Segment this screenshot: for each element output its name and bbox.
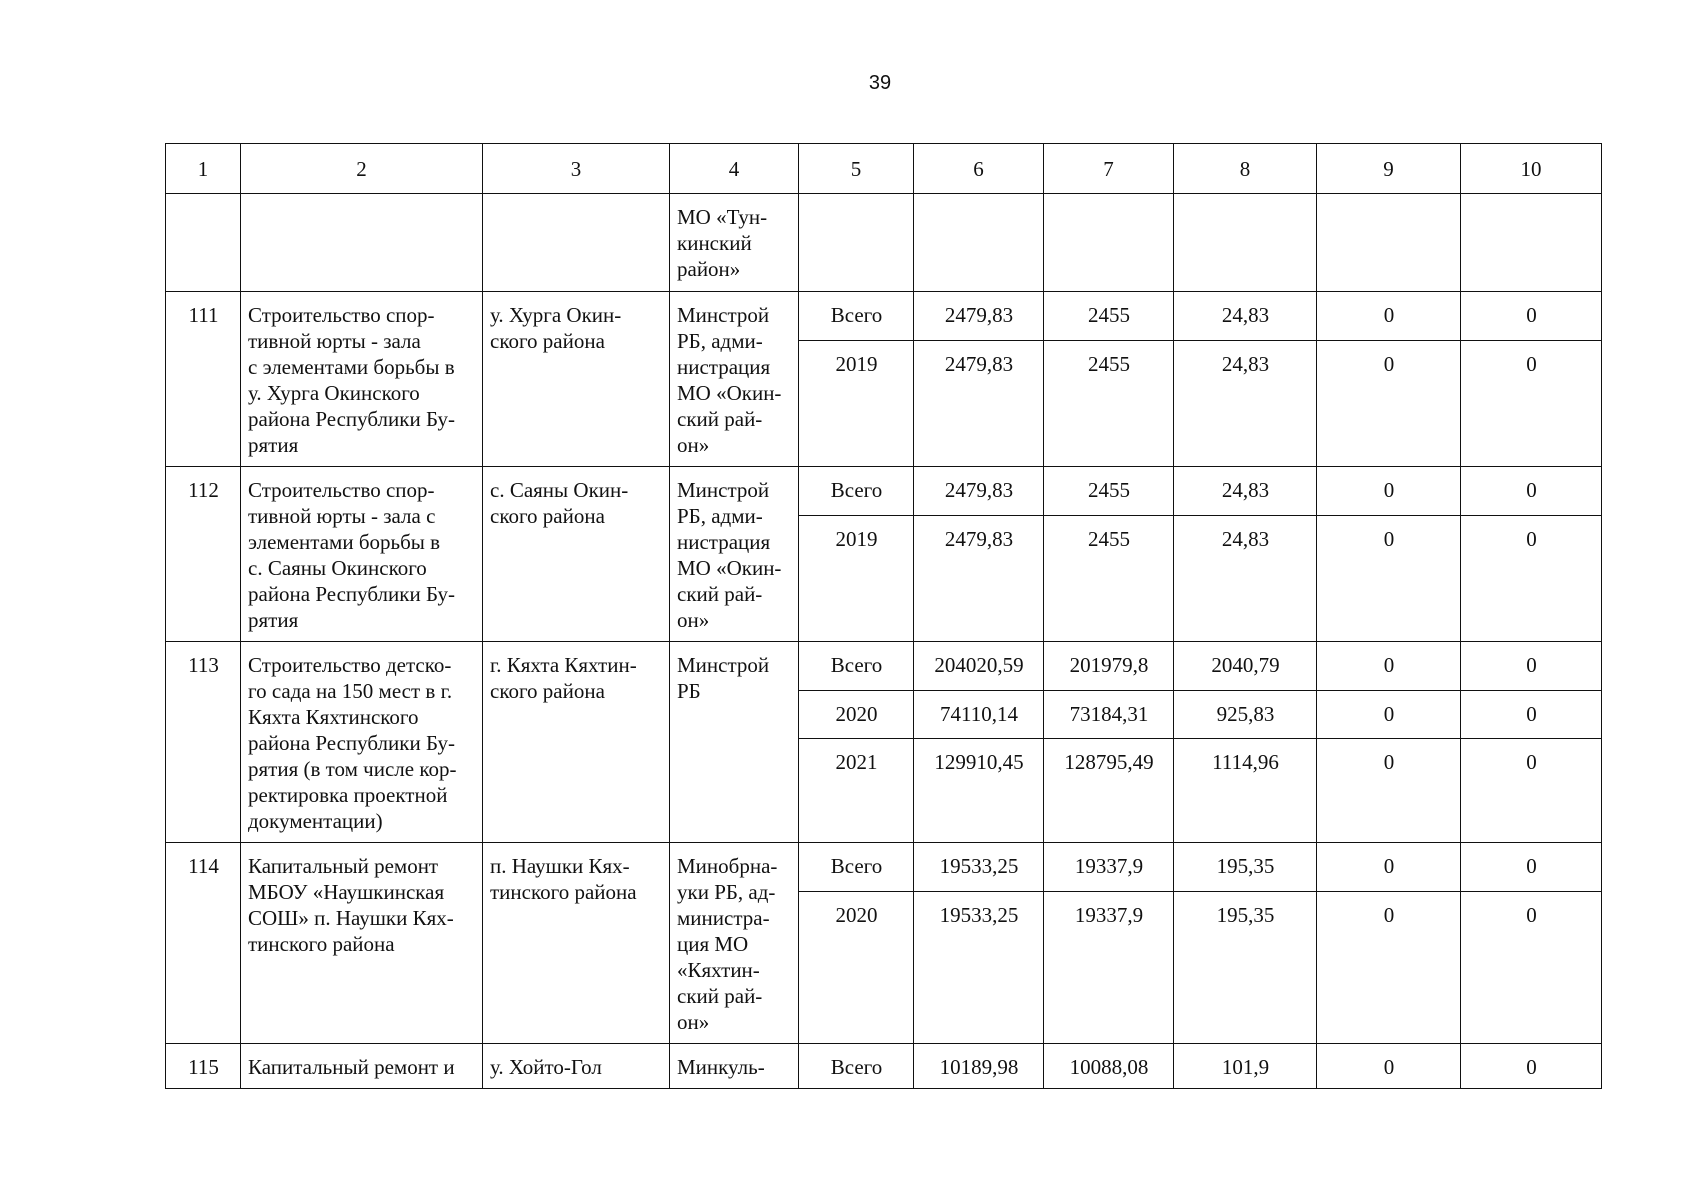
responsible-org: Минстрой РБ: [670, 642, 799, 843]
value-cell-9: 0: [1317, 843, 1461, 892]
value-cell-9: 0: [1317, 515, 1461, 641]
value-cell-6: 19533,25: [914, 891, 1044, 1043]
row-number: 115: [166, 1044, 241, 1089]
table-row: [166, 843, 1602, 892]
value-cell-6: 2479,83: [914, 340, 1044, 466]
cell-empty: [799, 194, 914, 292]
period-cell: Всего: [799, 467, 914, 516]
col-header-10: 10: [1461, 144, 1602, 194]
value-cell-9: 0: [1317, 467, 1461, 516]
table-row: [166, 642, 1602, 691]
responsible-org: Минкуль-: [670, 1044, 799, 1089]
period-cell: 2021: [799, 739, 914, 843]
value-cell-6: 10189,98: [914, 1044, 1044, 1089]
period-cell: Всего: [799, 642, 914, 691]
col-header-3: 3: [483, 144, 670, 194]
col-header-2: 2: [241, 144, 483, 194]
period-cell: 2019: [799, 340, 914, 466]
value-cell-9: 0: [1317, 891, 1461, 1043]
value-cell-8: 925,83: [1174, 690, 1317, 739]
object-location: с. Саяны Окин- ского района: [483, 467, 670, 642]
cell-empty: [166, 194, 241, 292]
page-number: 39: [868, 72, 892, 94]
object-location: г. Кяхта Кяхтин- ского района: [483, 642, 670, 843]
value-cell-6: 2479,83: [914, 467, 1044, 516]
cell-empty: [914, 194, 1044, 292]
period-cell: 2020: [799, 891, 914, 1043]
value-cell-8: 24,83: [1174, 340, 1317, 466]
value-cell-10: 0: [1461, 843, 1602, 892]
value-cell-7: 2455: [1044, 467, 1174, 516]
object-name: Строительство спор- тивной юрты - зала с элементами борьбы в с. Саяны Окинского района Республики Бу- рятия: [241, 467, 483, 642]
col-header-9: 9: [1317, 144, 1461, 194]
program-table: [165, 143, 1602, 1089]
table-row: [166, 292, 1602, 341]
value-cell-10: 0: [1461, 739, 1602, 843]
value-cell-6: 2479,83: [914, 515, 1044, 641]
value-cell-9: 0: [1317, 739, 1461, 843]
value-cell-6: 204020,59: [914, 642, 1044, 691]
responsible-org: Минстрой РБ, адми- нистрация МО «Окин- ский рай- он»: [670, 292, 799, 467]
continuation-row: [166, 194, 1602, 292]
value-cell-10: 0: [1461, 340, 1602, 466]
object-name: Строительство спор- тивной юрты - зала с элементами борьбы в у. Хурга Окинского района Республики Бу- рятия: [241, 292, 483, 467]
period-cell: Всего: [799, 292, 914, 341]
cell-empty: [483, 194, 670, 292]
value-cell-6: 74110,14: [914, 690, 1044, 739]
object-location: у. Хурга Окин- ского района: [483, 292, 670, 467]
value-cell-9: 0: [1317, 690, 1461, 739]
value-cell-10: 0: [1461, 1044, 1602, 1089]
row-number: 111: [166, 292, 241, 467]
value-cell-7: 2455: [1044, 340, 1174, 466]
value-cell-6: 19533,25: [914, 843, 1044, 892]
responsible-org: МО «Тун- кинский район»: [670, 194, 799, 292]
object-name: Строительство детско- го сада на 150 мест в г. Кяхта Кяхтинского района Республики Бу- рятия (в том числе кор- ректировка проектной документации): [241, 642, 483, 843]
object-name: Капитальный ремонт и: [241, 1044, 483, 1089]
value-cell-10: 0: [1461, 467, 1602, 516]
table-row: [166, 467, 1602, 516]
value-cell-7: 19337,9: [1044, 843, 1174, 892]
object-location: п. Наушки Кях- тинского района: [483, 843, 670, 1044]
period-cell: Всего: [799, 1044, 914, 1089]
value-cell-8: 24,83: [1174, 292, 1317, 341]
object-name: Капитальный ремонт МБОУ «Наушкинская СОШ» п. Наушки Кях- тинского района: [241, 843, 483, 1044]
value-cell-7: 128795,49: [1044, 739, 1174, 843]
col-header-1: 1: [166, 144, 241, 194]
row-number: 113: [166, 642, 241, 843]
value-cell-10: 0: [1461, 690, 1602, 739]
row-number: 114: [166, 843, 241, 1044]
value-cell-9: 0: [1317, 340, 1461, 466]
period-cell: Всего: [799, 843, 914, 892]
value-cell-7: 10088,08: [1044, 1044, 1174, 1089]
value-cell-9: 0: [1317, 1044, 1461, 1089]
period-cell: 2019: [799, 515, 914, 641]
value-cell-6: 2479,83: [914, 292, 1044, 341]
responsible-org: Минстрой РБ, адми- нистрация МО «Окин- ский рай- он»: [670, 467, 799, 642]
value-cell-9: 0: [1317, 642, 1461, 691]
value-cell-7: 2455: [1044, 515, 1174, 641]
cell-empty: [1044, 194, 1174, 292]
value-cell-10: 0: [1461, 642, 1602, 691]
value-cell-7: 201979,8: [1044, 642, 1174, 691]
col-header-5: 5: [799, 144, 914, 194]
cell-empty: [1174, 194, 1317, 292]
value-cell-10: 0: [1461, 292, 1602, 341]
value-cell-8: 101,9: [1174, 1044, 1317, 1089]
value-cell-7: 19337,9: [1044, 891, 1174, 1043]
value-cell-9: 0: [1317, 292, 1461, 341]
table-row: [166, 1044, 1602, 1089]
period-cell: 2020: [799, 690, 914, 739]
value-cell-8: 1114,96: [1174, 739, 1317, 843]
col-header-8: 8: [1174, 144, 1317, 194]
header-row: [166, 144, 1602, 194]
value-cell-8: 24,83: [1174, 467, 1317, 516]
value-cell-7: 73184,31: [1044, 690, 1174, 739]
cell-empty: [1461, 194, 1602, 292]
value-cell-8: 2040,79: [1174, 642, 1317, 691]
value-cell-8: 195,35: [1174, 891, 1317, 1043]
row-number: 112: [166, 467, 241, 642]
cell-empty: [241, 194, 483, 292]
col-header-6: 6: [914, 144, 1044, 194]
cell-empty: [1317, 194, 1461, 292]
value-cell-7: 2455: [1044, 292, 1174, 341]
col-header-7: 7: [1044, 144, 1174, 194]
value-cell-10: 0: [1461, 891, 1602, 1043]
value-cell-6: 129910,45: [914, 739, 1044, 843]
responsible-org: Минобрна- уки РБ, ад- министра- ция МО «Кяхтин- ский рай- он»: [670, 843, 799, 1044]
value-cell-8: 195,35: [1174, 843, 1317, 892]
col-header-4: 4: [670, 144, 799, 194]
object-location: у. Хойто-Гол: [483, 1044, 670, 1089]
value-cell-10: 0: [1461, 515, 1602, 641]
value-cell-8: 24,83: [1174, 515, 1317, 641]
